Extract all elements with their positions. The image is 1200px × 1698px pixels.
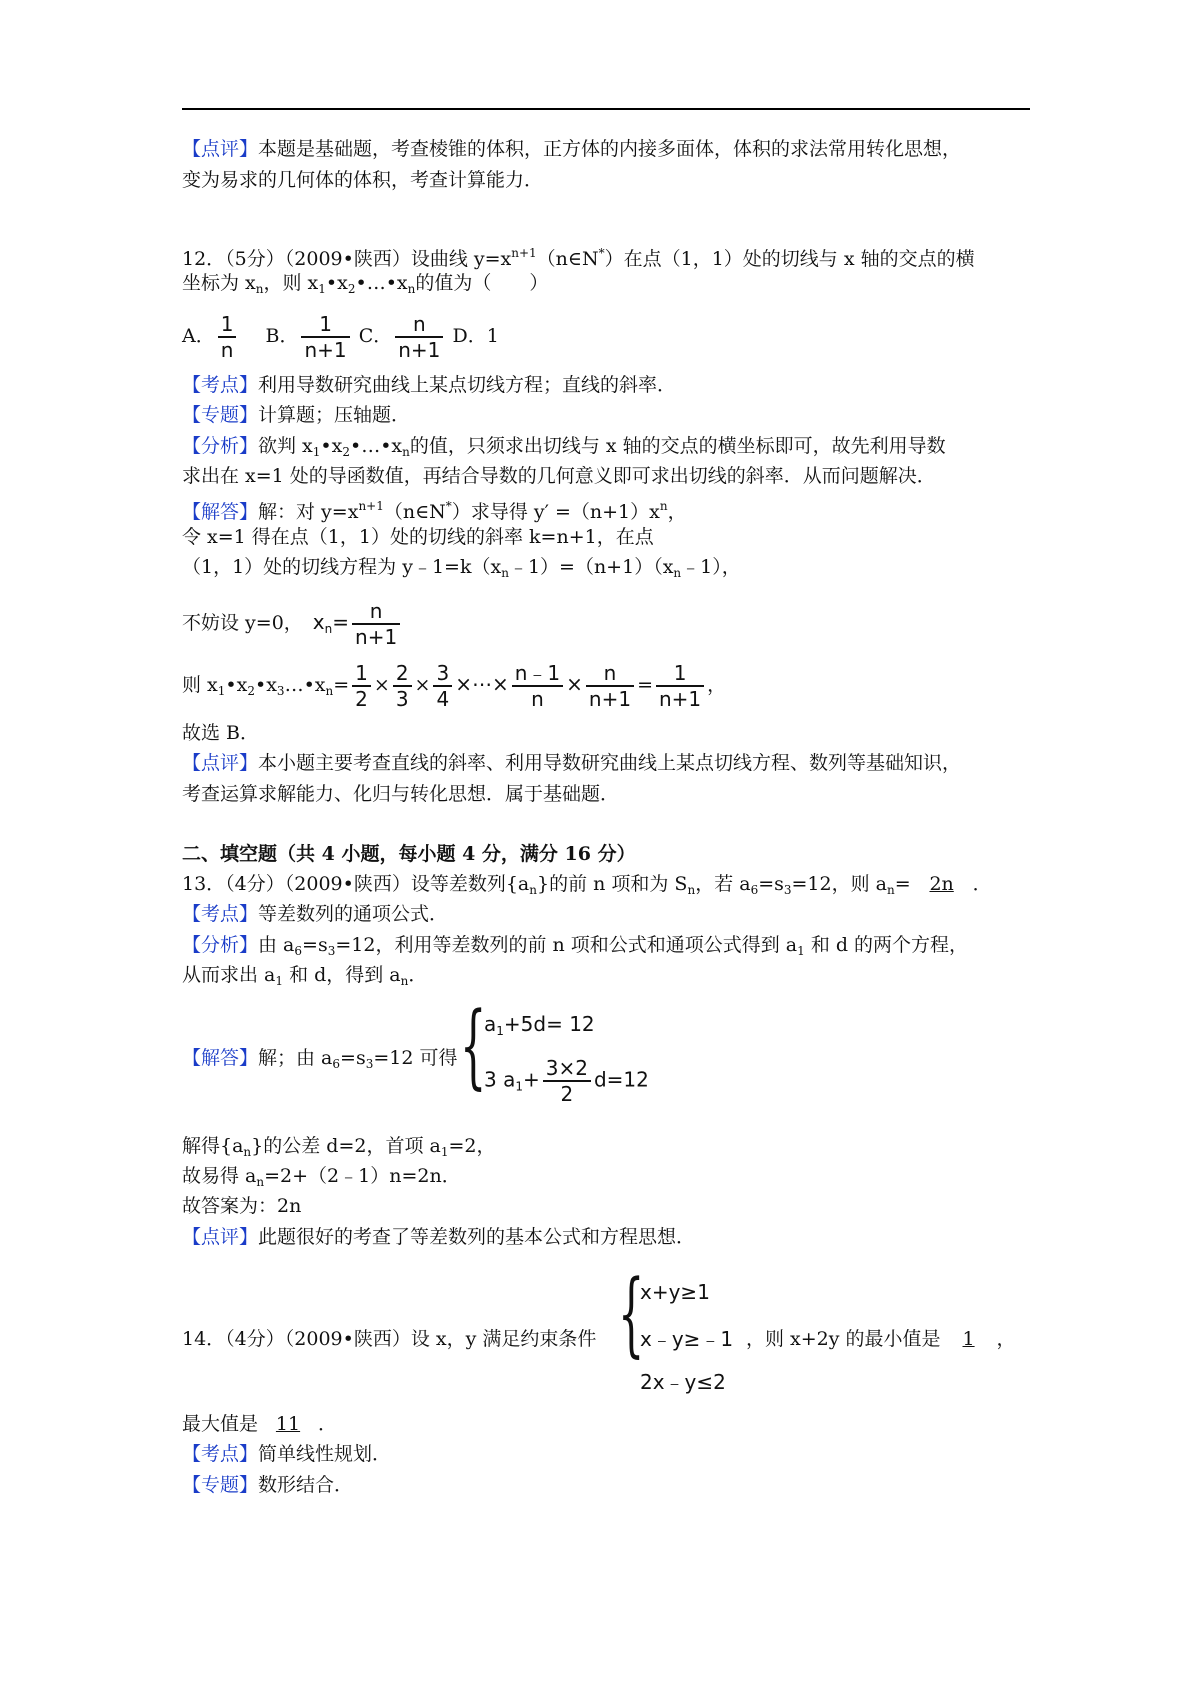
q13-result-3: 故答案为：2n xyxy=(182,1195,302,1217)
q14-max: 最大值是 11 ． xyxy=(182,1413,338,1435)
q14-heading-tail: ，则 x+2y 的最小值是 1 ， xyxy=(746,1328,1016,1350)
option-c: C． xyxy=(358,325,393,347)
q13-heading: 13．（4分）（2009•陕西）设等差数列$\{a_n\}$的前 n 项和为 $S_n$，若 $a_6=s_3=12$，则 $a_n= 2n$ ． xyxy=(182,873,992,897)
q12-heading-line2: 坐标为 $x_n$，则 $x_1•x_2•\dots•x_n$的值为（ ） xyxy=(182,272,549,296)
q14-system-brace: { xyxy=(618,1260,645,1367)
q14-zhuanti: 【专题】数形结合． xyxy=(182,1474,354,1496)
q12-review: 【点评】本小题主要考查直线的斜率、利用导数研究曲线上某点切线方程、数列等基础知识， xyxy=(182,752,962,774)
q13-equation-1: $a_1+5d= 12$ xyxy=(484,1012,595,1038)
q12-zhuanti: 【专题】计算题；压轴题． xyxy=(182,404,411,426)
q14-condition-1: x+y≥1 xyxy=(640,1280,710,1304)
fraction-1-n: $\frac{1}{n}$ xyxy=(218,312,237,362)
q12-heading: 12．（5分）（2009•陕西）设曲线 $y=x^{n+1}(n\in N^*)$在点（1，1）处的切线与 x 轴的交点的横 xyxy=(182,246,975,270)
max-blank: 11 xyxy=(275,1413,301,1435)
option-b: B． xyxy=(265,325,299,347)
q12-answer: 故选 B． xyxy=(182,722,260,744)
header-rule xyxy=(182,108,1030,110)
q13-system-brace: { xyxy=(460,992,487,1099)
answer-blank: 2n xyxy=(929,873,954,895)
fraction-1-n1: $\frac{1}{n+1}$ xyxy=(301,312,349,362)
q14-condition-3: 2x﹣y≤2 xyxy=(640,1370,726,1394)
p11-review-line2: 变为易求的几何体的体积，考查计算能力． xyxy=(182,169,544,191)
fraction-n-n1: $\frac{n}{n+1}$ xyxy=(395,312,443,362)
q13-fenxi: 【分析】由 $a_6=s_3=12$，利用等差数列的前 n 项和公式和通项公式得到 $a_1$ 和 d 的两个方程， xyxy=(182,934,969,958)
q13-fenxi-line2: 从而求出 $a_1$ 和 d，得到 $a_n$． xyxy=(182,964,428,988)
q13-review: 【点评】此题很好的考查了等差数列的基本公式和方程思想． xyxy=(182,1226,696,1248)
q12-options xyxy=(182,310,499,362)
q12-jieda: 【解答】解：对 $y=x^{n+1}(n\in N^*)$求导得 $y' =(n+1)x^n$， xyxy=(182,499,687,523)
q12-kaodian: 【考点】利用导数研究曲线上某点切线方程；直线的斜率． xyxy=(182,374,677,396)
q12-jieda-line2: 令 x=1 得在点（1，1）处的切线的斜率 k=n+1，在点 xyxy=(182,526,654,548)
q12-review-line2: 考查运算求解能力、化归与转化思想．属于基础题． xyxy=(182,783,620,805)
q12-jieda-line4: 不妨设 y=0， $x_n=$ $\frac{n}{n+1}$ xyxy=(182,596,403,655)
min-blank: 1 xyxy=(962,1328,975,1350)
q12-jieda-line3: （1，1）处的切线方程为 $y﹣1=k(x_n﹣1)=(n+1)(x_n﹣1)$， xyxy=(182,556,741,580)
q13-result-2: 故易得 $a_n=2+(2﹣1)n=2n$． xyxy=(182,1165,461,1189)
q13-result-1: 解得$\{a_n\}$的公差 d=2，首项 $a_1=2$， xyxy=(182,1135,496,1159)
q12-jieda-line5: 则 $x_1•x_2•x_3\dots•x_n=$ $\frac{1}{2}$ × $\frac{2}{3}$ × $\frac{3}{4}$ ×⋯× $\frac{n﹣1}{n}$ × $\frac{n}{n+1}$ = $\frac{1}{n+1}$ ， xyxy=(182,661,727,711)
option-d: D．1 xyxy=(452,325,499,347)
section-heading: 二、填空题（共 4 小题，每小题 4 分，满分 16 分） xyxy=(182,843,636,865)
q13-equation-2: 3 $a_1+$ $\frac{3\times 2}{2}$ d=12 xyxy=(484,1056,649,1106)
q13-jieda: 【解答】解；由 $a_6=s_3=12$ 可得 xyxy=(182,1047,458,1071)
option-a: A． xyxy=(182,325,215,347)
q12-fenxi-line2: 求出在 x=1 处的导函数值，再结合导数的几何意义即可求出切线的斜率．从而问题解决． xyxy=(182,465,936,487)
q14-heading: 14．（4分）（2009•陕西）设 x，y 满足约束条件 xyxy=(182,1328,597,1350)
q14-condition-2: x﹣y≥﹣1 xyxy=(640,1327,734,1351)
review-tag: 【点评】 xyxy=(182,138,259,160)
q12-fenxi: 【分析】欲判 $x_1•x_2•\dots•x_n$的值，只须求出切线与 x 轴的交点的横坐标即可，故先利用导数 xyxy=(182,435,946,459)
p11-review-line1: 【点评】本题是基础题，考查棱锥的体积，正方体的内接多面体，体积的求法常用转化思想， xyxy=(182,138,962,160)
q14-kaodian: 【考点】简单线性规划． xyxy=(182,1443,392,1465)
q13-kaodian: 【考点】等差数列的通项公式． xyxy=(182,903,449,925)
